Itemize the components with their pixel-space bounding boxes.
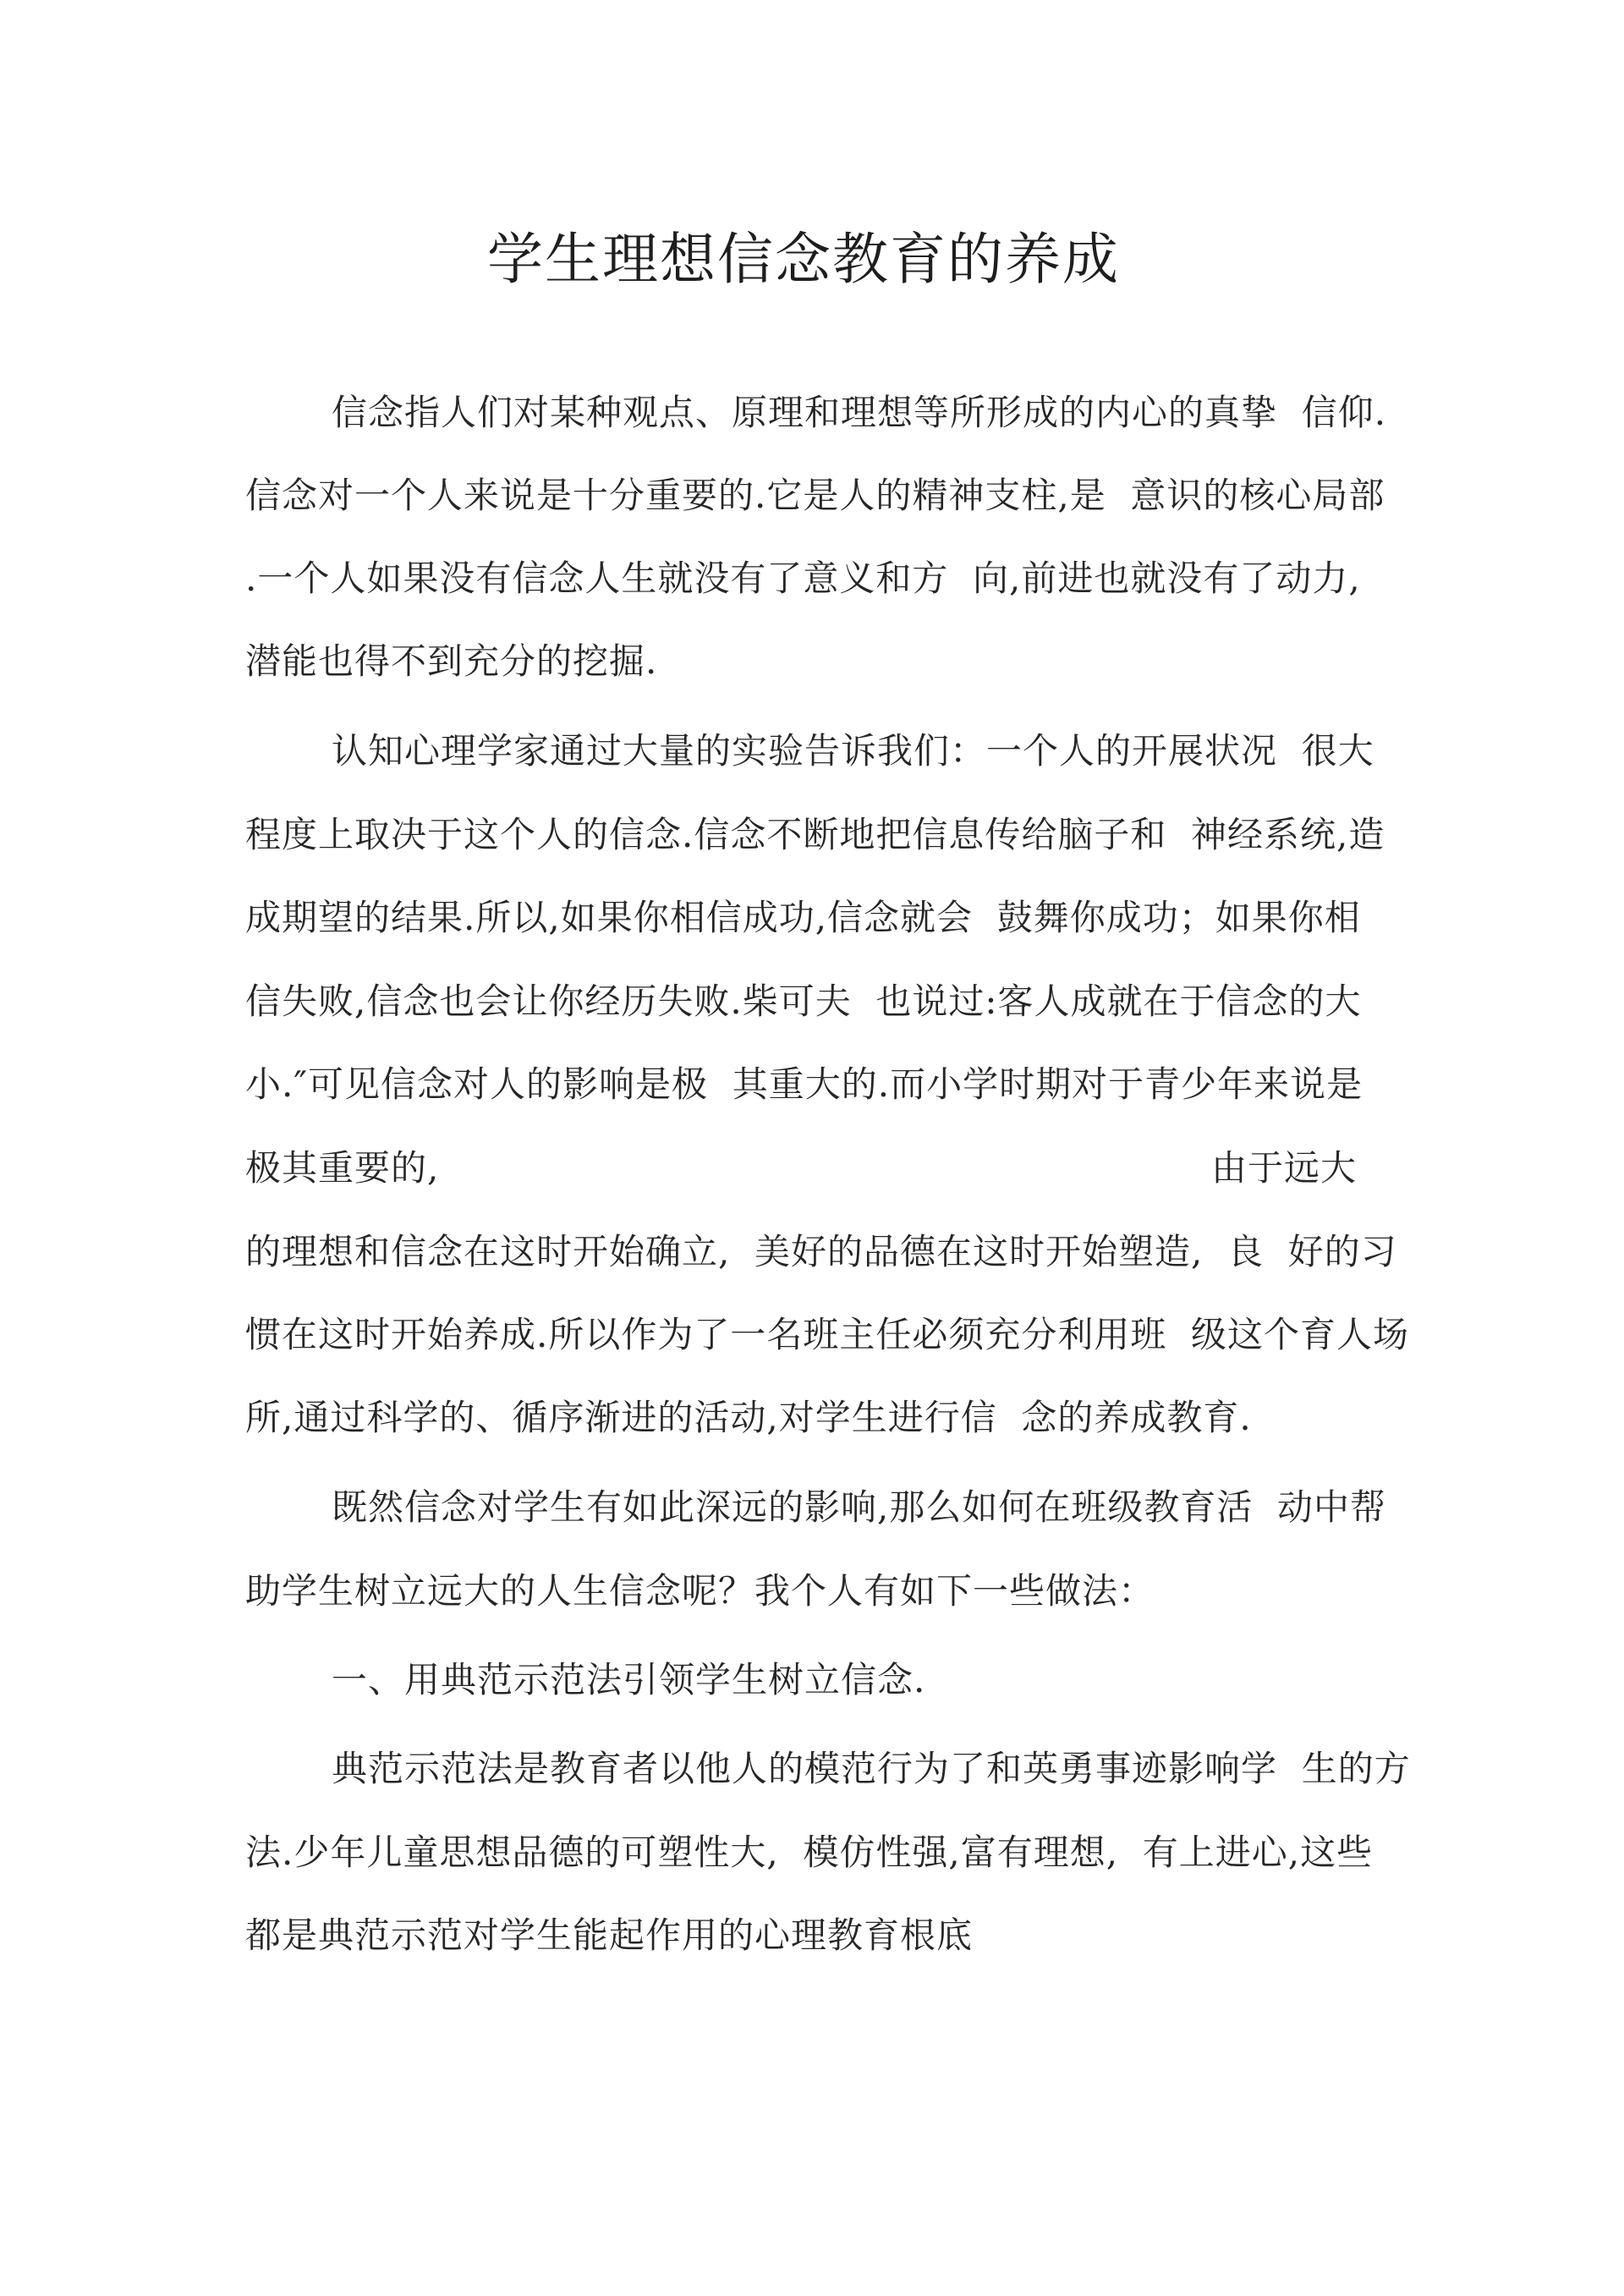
paragraph-2-line-6: 极其重要的, — [245, 1147, 440, 1189]
paragraph-4-line-1: 典范示范法是教育者以他人的模范行为了和英勇事迹影响学 生的方 — [332, 1748, 1411, 1789]
section-heading-1: 一、用典范示范法引领学生树立信念. — [332, 1659, 926, 1700]
paragraph-1-line-1: 信念指人们对某种观点、原理和理想等所形成的内心的真挚 信仰. — [332, 392, 1387, 433]
paragraph-2-line-6-continuation: 由于远大 — [1211, 1147, 1358, 1189]
paragraph-2-line-4: 信失败,信念也会让你经历失败.柴可夫 也说过:客人成就在于信念的大 — [245, 980, 1362, 1022]
document-title: 学生理想信念教育的养成 — [487, 227, 1120, 292]
paragraph-3-line-1: 既然信念对学生有如此深远的影响,那么如何在班级教育活 动中帮 — [332, 1486, 1387, 1528]
paragraph-3-line-2: 助学生树立远大的人生信念呢？我个人有如下一些做法： — [245, 1570, 1155, 1612]
paragraph-4-line-3: 都是典范示范对学生能起作用的心理教育根底 — [245, 1914, 974, 1956]
paragraph-2-line-2: 程度上取决于这个人的信念.信念不断地把信息传给脑子和 神经系统,造 — [245, 814, 1385, 855]
paragraph-1-line-4: 潜能也得不到充分的挖掘. — [245, 640, 658, 682]
paragraph-2-line-1: 认知心理学家通过大量的实验告诉我们：一个人的开展状况 很大 — [332, 730, 1374, 772]
paragraph-1-line-3: .一个人如果没有信念人生就没有了意义和方 向,前进也就没有了动力, — [245, 558, 1361, 599]
paragraph-2-line-3: 成期望的结果.所以,如果你相信成功,信念就会 鼓舞你成功；如果你相 — [245, 897, 1361, 938]
paragraph-4-line-2: 法.少年儿童思想品德的可塑性大, 模仿性强,富有理想, 有上进心,这些 — [245, 1832, 1374, 1873]
paragraph-2-line-9: 所,通过科学的、循序渐进的活动,对学生进行信 念的养成教育. — [245, 1397, 1252, 1438]
paragraph-2-line-5: 小.″可见信念对人的影响是极 其重大的.而小学时期对于青少年来说是 — [245, 1063, 1363, 1105]
paragraph-1-line-2: 信念对一个人来说是十分重要的.它是人的精神支柱,是 意识的核心局部 — [245, 475, 1385, 516]
paragraph-2-line-8: 惯在这时开始养成.所以作为了一名班主任必须充分利用班 级这个育人场 — [245, 1314, 1410, 1355]
paragraph-2-line-7: 的理想和信念在这时开始确立, 美好的品德在这时开始塑造, 良 好的习 — [245, 1231, 1397, 1272]
